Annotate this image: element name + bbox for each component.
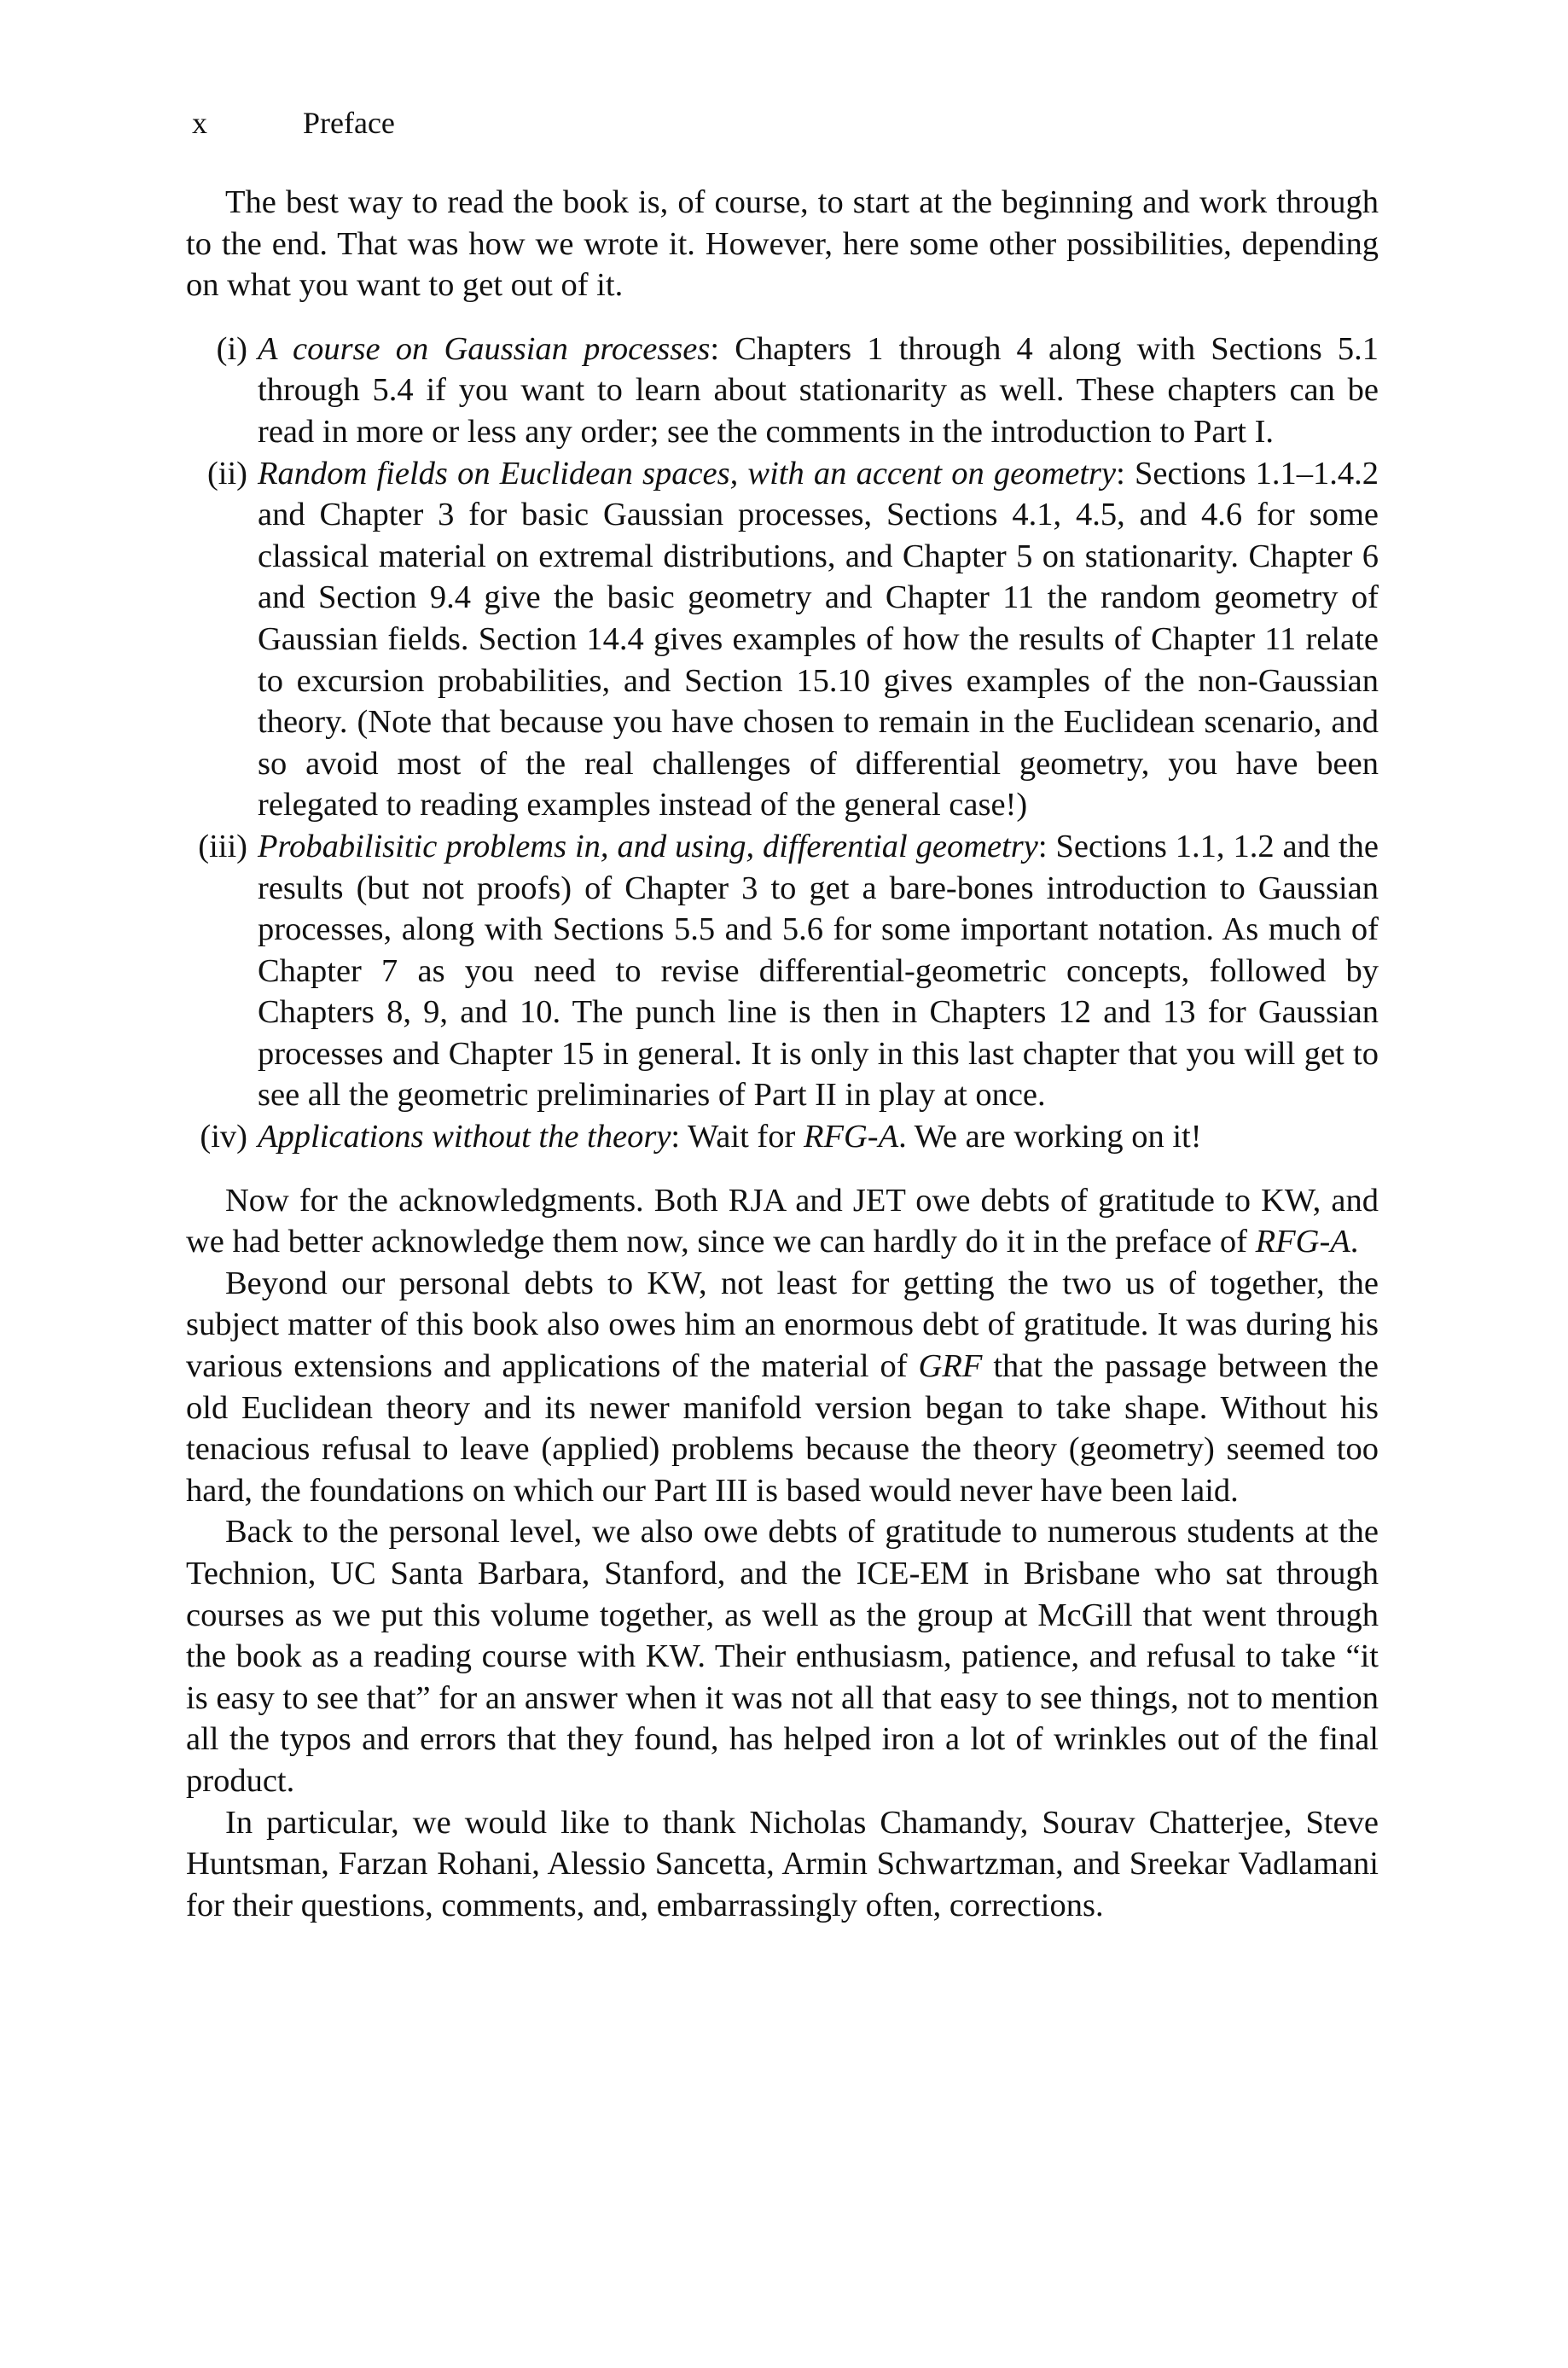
paragraph-text: Now for the acknowledgments. Both RJA and JET owe debts of gratitude to KW, and we had better acknowledge them now, since we can hardly do it in the preface of	[186, 1182, 1379, 1260]
list-item-title: A course on Gaussian processes	[258, 330, 711, 367]
running-head-title: Preface	[303, 106, 395, 140]
book-reference: RFG-A	[1255, 1224, 1350, 1260]
acknowledgments-paragraph	[186, 1263, 1379, 1512]
list-item	[186, 329, 1379, 453]
list-marker: (i)	[216, 330, 247, 367]
acknowledgments-paragraph: In particular, we would like to thank Nicholas Chamandy, Sourav Chatterjee, Steve Huntsman, Farzan Rohani, Alessio Sancetta, Armin Schwartzman, and Sreekar Vadlamani for their questions, comments, and, embarrassingly often, corrections.	[186, 1804, 1379, 1923]
list-item-text: : Sections 1.1, 1.2 and the results (but not proofs) of Chapter 3 to get a bare-bones introduction to Gaussian processes, along with Sections 5.5 and 5.6 for some important notation. As much of Chapter 7 as you need to revise differential-geometric concepts, followed by Chapters 8, 9, and 10. The punch line is then in Chapters 12 and 13 for Gaussian processes and Chapter 15 in general. It is only in this last chapter that you will get to see all the geometric preliminaries of Part II in play at once.	[258, 828, 1379, 1114]
book-reference: GRF	[918, 1348, 983, 1385]
paragraph-text: that the passage between the old Euclidean theory and its newer manifold version began to take shape. Without his tenacious refusal to leave (applied) problems because the theory (geometry) seemed too hard, the foundations on which our Part III is based would never have been laid.	[186, 1348, 1379, 1509]
list-item-title: Random fields on Euclidean spaces, with an accent on geometry	[258, 455, 1117, 492]
list-item	[186, 1116, 1379, 1158]
running-head	[192, 104, 395, 142]
page-number: x	[192, 106, 207, 140]
list-item	[186, 826, 1379, 1116]
reading-options-list	[186, 329, 1379, 1158]
list-item-title: Probabilisitic problems in, and using, differential geometry	[258, 828, 1038, 864]
list-marker: (iii)	[198, 828, 247, 864]
list-item-text: : Sections 1.1–1.4.2 and Chapter 3 for basic Gaussian processes, Sections 4.1, 4.5, and 4.6 for some classical material on extremal distributions, and Chapter 5 on stationarity. Chapter 6 and Section 9.4 give the basic geometry and Chapter 11 the random geometry of Gaussian fields. Section 14.4 gives examples of how the results of Chapter 11 relate to excursion probabilities, and Section 15.10 gives examples of the non-Gaussian theory. (Note that because you have chosen to remain in the Euclidean scenario, and so avoid most of the real challenges of differential geometry, you have been relegated to reading examples instead of the general case!)	[258, 455, 1379, 823]
book-reference: RFG-A	[803, 1119, 899, 1155]
list-item	[186, 453, 1379, 826]
list-item-text: : Chapters 1 through 4 along with Sections 5.1 through 5.4 if you want to learn about stationarity as well. These chapters can be read in more or less any order; see the comments in the introduction to Part I.	[258, 330, 1379, 450]
body-text	[186, 182, 1379, 1926]
list-item-title: Applications without the theory	[258, 1119, 671, 1155]
list-marker: (iv)	[200, 1119, 247, 1155]
acknowledgments-paragraph: Back to the personal level, we also owe debts of gratitude to numerous students at the Technion, UC Santa Barbara, Stanford, and the ICE-EM in Brisbane who sat through courses as we put this volume together, as well as the group at McGill that went through the book as a reading course with KW. Their enthusiasm, patience, and refusal to take “it is easy to see that” for an answer when it was not all that easy to see things, not to mention all the typos and errors that they found, has helped iron a lot of wrinkles out of the final product.	[186, 1514, 1379, 1799]
list-item-text: : Wait for	[671, 1119, 804, 1155]
paragraph-text: .	[1350, 1224, 1359, 1260]
list-item-text: . We are working on it!	[898, 1119, 1202, 1155]
intro-paragraph: The best way to read the book is, of course, to start at the beginning and work through to the end. That was how we wrote it. However, here some other possibilities, depending on what you want to get out of it.	[186, 184, 1379, 304]
paragraph-text: Beyond our personal debts to KW, not least for getting the two us of together, the subject matter of this book also owes him an enormous debt of gratitude. It was during his various extensions and applications of the material of	[186, 1265, 1379, 1385]
list-marker: (ii)	[206, 455, 247, 492]
acknowledgments-paragraph	[186, 1180, 1379, 1263]
